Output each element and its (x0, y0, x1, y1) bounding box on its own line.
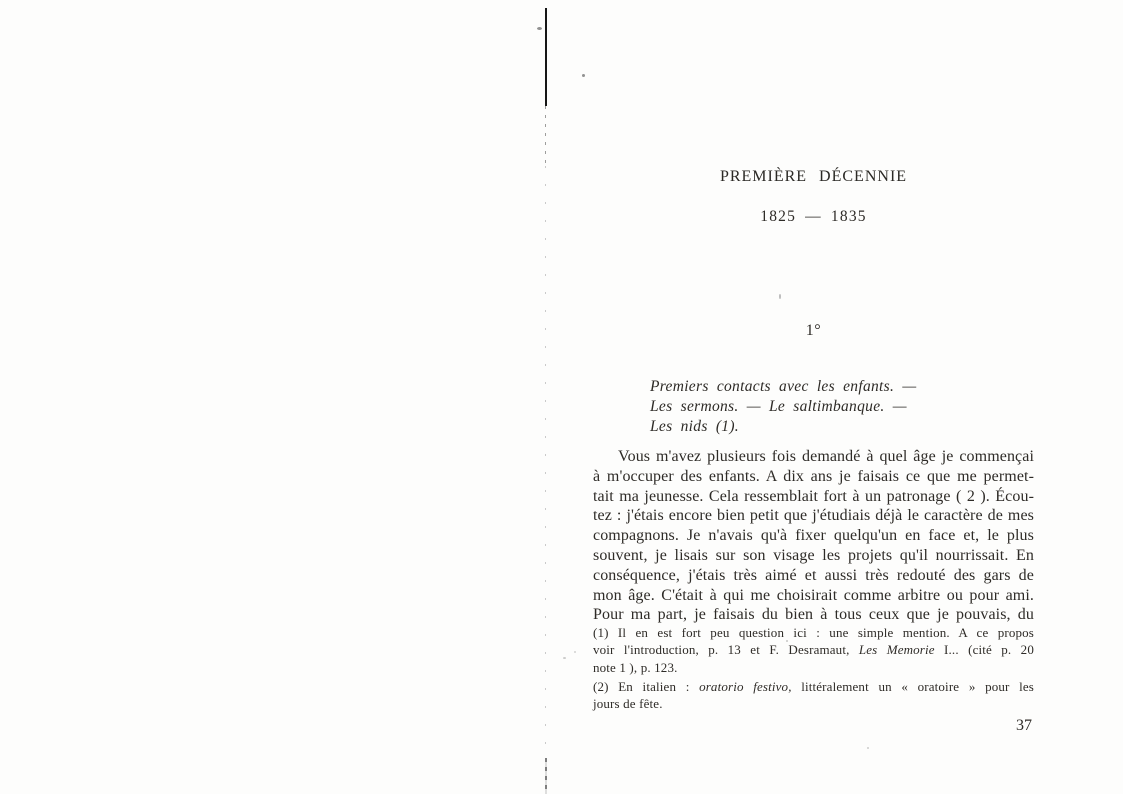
section-number: 1° (805, 322, 822, 339)
chapter-date-range: 1825 — 1835 (760, 208, 867, 225)
body-line: tez : j'étais encore bien petit que j'étudiais déjà le caractère de mes (593, 507, 1034, 525)
footnote-italic-term: oratorio festivo, (699, 678, 792, 694)
footnote-cited-work: Les Memorie (858, 642, 935, 658)
scan-speck (582, 74, 585, 77)
body-line: Vous m'avez plusieurs fois demandé à quel âge je commençai (618, 448, 1034, 465)
footnotes (593, 624, 1034, 712)
footnote-text: (2) En italien : (593, 678, 700, 694)
body-line: compagnons. Je n'avais qu'à fixer quelqu'un en face et, le plus (593, 527, 1034, 545)
footnote-text: voir l'introduction, p. 13 et F. Desramaut, (593, 642, 859, 658)
blank-left-page (0, 0, 545, 794)
scan-speck (537, 27, 542, 30)
epigraph-line: Les sermons. — Le saltimbanque. — (650, 398, 907, 415)
footnote-text: note 1 ), p. 123. (593, 659, 678, 675)
footnote-1 (593, 624, 1034, 676)
scan-speck (867, 747, 869, 749)
epigraph-line: Les nids (1). (650, 418, 739, 435)
body-line: mon âge. C'était à qui me choisirait comme arbitre ou pour ami. (593, 586, 1034, 604)
footnote-line (593, 659, 1034, 676)
body-line: Pour ma part, je faisais du bien à tous ceux que je pouvais, du (593, 606, 1034, 624)
scan-speck (563, 657, 566, 659)
footnote-line (593, 624, 1034, 641)
scan-speck (779, 294, 781, 299)
body-line: tait ma jeunesse. Cela ressemblait fort à un patronage ( 2 ). Écou- (593, 487, 1034, 505)
page-gutter-line (545, 8, 547, 106)
body-paragraph (593, 447, 1034, 625)
footnote-line (593, 641, 1034, 658)
chapter-title: PREMIÈRE DÉCENNIE (719, 168, 908, 185)
body-line: à m'occuper des enfants. A dix ans je faisais ce que me permet- (593, 467, 1034, 485)
page-gutter-line (545, 166, 546, 758)
footnote-text: littéralement un « oratoire » pour les (791, 678, 1034, 694)
footnote-text: I... (cité p. 20 (934, 642, 1034, 658)
page-gutter-line (545, 106, 546, 166)
epigraph (650, 377, 970, 437)
body-line: souvent, je lisais sur son visage les projets qu'il nourrissait. En (593, 546, 1034, 564)
footnote-text: (1) Il en est fort peu question ici : une simple mention. A ce propos (593, 625, 1034, 640)
footnote-text: jours de fête. (593, 696, 663, 712)
page-gutter-line (545, 758, 547, 794)
footnote-line (593, 695, 1034, 712)
body-line: conséquence, j'étais très aimé et aussi très redouté des gars de (593, 566, 1034, 584)
footnote-line (593, 678, 1034, 695)
footnote-2 (593, 678, 1034, 713)
page-number: 37 (1016, 717, 1032, 734)
epigraph-line: Premiers contacts avec les enfants. — (650, 378, 917, 395)
scan-speck (574, 651, 576, 653)
